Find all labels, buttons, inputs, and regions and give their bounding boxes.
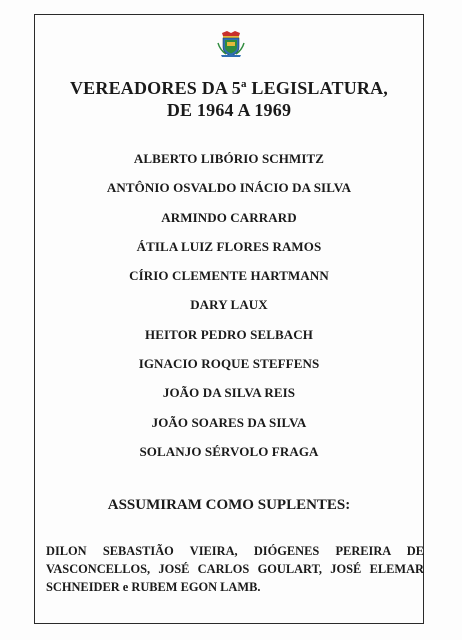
councillor-name: ALBERTO LIBÓRIO SCHMITZ: [133, 151, 325, 166]
councillor-name: ÁTILA LUIZ FLORES RAMOS: [136, 238, 322, 254]
coat-of-arms-icon: [216, 30, 246, 58]
councillor-name: JOÃO SOARES DA SILVA: [151, 414, 307, 430]
councillor-name: ANTÔNIO OSVALDO INÁCIO DA SILVA: [106, 180, 352, 196]
substitutes-paragraph: DILON SEBASTIÃO VIEIRA, DIÓGENES PEREIRA DE VASCONCELLOS, JOSÉ CARLOS GOULART, JOSÉ ELEMAR SCHNEIDER e RUBEM EGON LAMB.: [46, 544, 424, 594]
councillor-name: IGNACIO ROQUE STEFFENS: [138, 356, 320, 372]
councillor-name: CÍRIO CLEMENTE HARTMANN: [129, 268, 329, 284]
councillor-name: JOÃO DA SILVA REIS: [162, 385, 296, 401]
ordinal-superscript: a: [241, 78, 247, 90]
councillor-list: [34, 150, 424, 472]
page-title-line-2: DE 1964 A 1969: [166, 100, 292, 120]
councillor-name: HEITOR PEDRO SELBACH: [145, 326, 313, 342]
councillor-name: SOLANJO SÉRVOLO FRAGA: [139, 443, 319, 459]
substitutes-heading: ASSUMIRAM COMO SUPLENTES:: [107, 497, 351, 513]
councillor-name: ARMINDO CARRARD: [161, 209, 297, 225]
councillor-name: DARY LAUX: [190, 297, 268, 313]
page-title-line-1: VEREADORES DA 5$^a$ LEGISLATURA,: [69, 78, 389, 98]
